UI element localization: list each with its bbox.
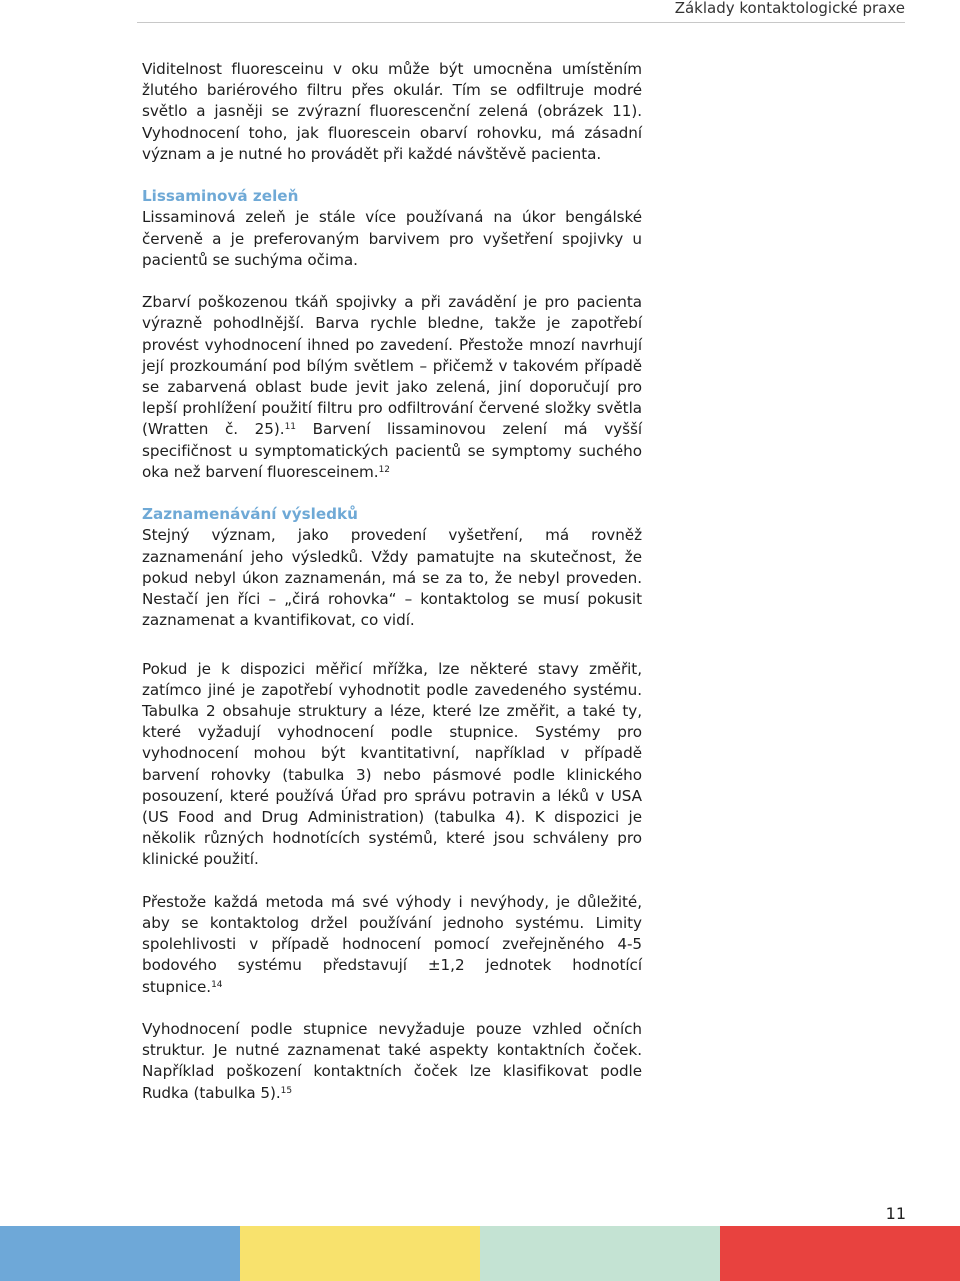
- paragraph-reliability: [142, 892, 642, 998]
- body-text: [142, 59, 642, 1104]
- paragraph-text: Přestože každá metoda má své výhody i nevýhody, je důležité, aby se kontaktolog držel používání jednoho systému. Limity spolehlivosti v případě hodnocení pomocí zveřejněného 4-5 bodového systému představují ±1,2 jednotek hodnotící stupnice.: [142, 892, 642, 996]
- paragraph-gap: [142, 998, 642, 1019]
- footer-bar-red: [720, 1226, 960, 1281]
- paragraph-gap: [142, 631, 642, 652]
- paragraph-lens-grading: [142, 1019, 642, 1104]
- running-header-title: Základy kontaktologické praxe: [674, 0, 905, 17]
- footer-bar-mint: [480, 1226, 720, 1281]
- paragraph-grading-systems: Pokud je k dispozici měřicí mřížka, lze některé stavy změřit, zatímco jiné je zapotřebí vyhodnotit podle zavedeného systému. Tabulka 2 obsahuje struktury a léze, které lze změřit, a také ty, které vyžadují vyhodnocení podle stupnice. Systémy pro vyhodnocení mohou být kvantitativní, například v případě barvení rohovky (tabulka 3) nebo pásmové podle klinického posouzení, které používá Úřad pro správu potravin a léků v USA (US Food and Drug Administration) (tabulka 4). K dispozici je několik různých hodnotících systémů, které jsou schváleny pro klinické použití.: [142, 659, 642, 869]
- section-heading-recording: Zaznamenávání výsledků: [142, 505, 358, 524]
- running-header: [137, 0, 905, 23]
- paragraph-fluorescein-filter: Viditelnost fluoresceinu v oku může být umocněna umístěním žlutého bariérového filtru přes okulár. Tím se odfiltruje modré světlo a jasněji se zvýrazní fluorescenční zelená (obrázek 11). Vyhodnocení toho, jak fluorescein obarví rohovku, má zásadní význam a je nutné ho provádět při každé návštěvě pacienta.: [142, 60, 642, 163]
- paragraph-lissamine-staining: [142, 292, 642, 483]
- paragraph-text: Vyhodnocení podle stupnice nevyžaduje pouze vzhled očních struktur. Je nutné zaznamenat také aspekty kontaktních čoček. Například poškození kontaktních čoček lze klasifikovat podle Rudka (tabulka 5).: [142, 1020, 642, 1102]
- paragraph-recording-results: Stejný význam, jako provedení vyšetření, má rovněž zaznamenání jeho výsledků. Vždy pamatujte na skutečnost, že pokud nebyl úkon zaznamenán, má se za to, že nebyl proveden. Nestačí jen říci – „čirá rohovka“ – kontaktolog se musí pokusit zaznamenat a kvantifikovat, co vidí.: [142, 526, 642, 630]
- reference-marker: 11: [284, 422, 296, 433]
- footer-bar-yellow: [240, 1226, 480, 1281]
- paragraph-lissamine-intro: Lissaminová zeleň je stále více používaná na úkor bengálské červeně a je preferovaným barvivem pro vyšetření spojivky u pacientů se suchýma očima.: [142, 208, 642, 269]
- paragraph-gap: [142, 483, 642, 504]
- reference-marker: 14: [211, 979, 223, 990]
- paragraph-text: Barvení lissaminovou zelení má vyšší specifičnost u symptomatických pacientů se symptomy suchého oka než barvení fluoresceinem.: [142, 420, 642, 481]
- paragraph-text: Zbarví poškozenou tkáň spojivky a při zavádění je pro pacienta výrazně pohodlnější. Barva rychle bledne, takže je zapotřebí provést vyhodnocení ihned po zavedení. Přestože mnozí navrhují její prozkoumání pod bílým světlem – přičemž v takovém případě se zabarvená oblast bude jevit jako zelená, jiní doporučují pro lepší prohlížení použití filtru pro odfiltrování červené složky světla (Wratten č. 25).: [142, 293, 642, 439]
- paragraph-gap: [142, 871, 642, 892]
- page-number: 11: [885, 1204, 906, 1223]
- footer-bar-blue: [0, 1226, 240, 1281]
- reference-marker: 15: [280, 1085, 293, 1096]
- paragraph-gap: [142, 165, 642, 186]
- paragraph-gap: [142, 271, 642, 292]
- color-footer-bar: [0, 1226, 960, 1281]
- reference-marker: 12: [378, 464, 390, 475]
- section-heading-lissamine: Lissaminová zeleň: [142, 187, 299, 206]
